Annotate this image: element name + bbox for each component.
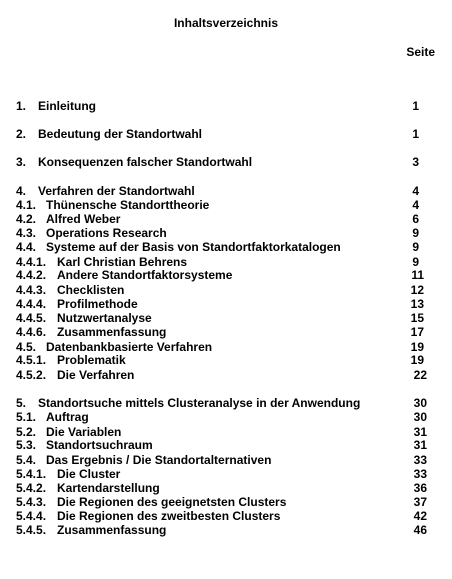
toc-entry-page: 31 xyxy=(413,425,427,439)
toc-entry-number: 4.4.6. xyxy=(16,325,47,339)
toc-entry xyxy=(16,453,452,467)
toc-entry-label: Andere Standortfaktorsysteme xyxy=(57,268,233,282)
toc-entry-label: Die Regionen des zweitbesten Clusters xyxy=(57,509,281,523)
toc-entry-page: 30 xyxy=(413,396,427,410)
toc-entry xyxy=(16,212,452,226)
toc-entry-page: 3 xyxy=(412,155,419,169)
toc-entry-page: 30 xyxy=(413,410,427,424)
toc-entry-number: 5.4. xyxy=(16,453,37,467)
toc-entry-label: Die Regionen des geeignetsten Clusters xyxy=(57,495,287,509)
toc-entry-page: 19 xyxy=(410,340,424,354)
toc-entry-page: 9 xyxy=(412,226,419,240)
toc-entry-number: 3. xyxy=(16,155,27,169)
toc-entry-number: 5. xyxy=(16,396,27,410)
page-title: Inhaltsverzeichnis xyxy=(173,16,279,30)
toc-entry-number: 5.3. xyxy=(16,438,37,452)
toc-entry xyxy=(16,410,452,424)
toc-entry xyxy=(16,198,452,212)
toc-entry-number: 5.4.2. xyxy=(16,481,47,495)
toc-entry-page: 33 xyxy=(413,453,427,467)
toc-entry-label: Profilmethode xyxy=(57,297,138,311)
toc-entry xyxy=(16,523,452,537)
toc-entry-label: Operations Research xyxy=(46,226,167,240)
toc-entry-page: 17 xyxy=(410,325,424,339)
toc-entry-page: 37 xyxy=(413,495,427,509)
toc-entry xyxy=(16,268,452,282)
toc-entry-number: 4.4. xyxy=(16,240,37,254)
toc-entry-number: 4.4.5. xyxy=(16,311,47,325)
page-column-header: Seite xyxy=(406,45,435,59)
toc-entry-number: 4.4.4. xyxy=(16,297,47,311)
toc-entry-label: Nutzwertanalyse xyxy=(57,311,152,325)
toc-entry xyxy=(16,438,452,452)
toc-entry-number: 4. xyxy=(16,184,27,198)
toc-entry-number: 2. xyxy=(16,127,27,141)
toc-entry-number: 4.3. xyxy=(16,226,37,240)
toc-entry xyxy=(16,495,452,509)
toc-entry-label: Problematik xyxy=(57,353,126,367)
toc-entry-label: Datenbankbasierte Verfahren xyxy=(46,340,213,354)
toc-entry-label: Alfred Weber xyxy=(46,212,121,226)
toc-entry-label: Einleitung xyxy=(38,99,96,113)
toc-entry xyxy=(16,184,452,198)
toc-entry-label: Konsequenzen falscher Standortwahl xyxy=(38,155,253,169)
toc-entry-label: Checklisten xyxy=(57,283,125,297)
toc-entry-number: 5.4.1. xyxy=(16,467,47,481)
toc-entry xyxy=(16,283,452,297)
toc-entry-page: 15 xyxy=(410,311,424,325)
toc-entry xyxy=(16,353,452,367)
toc-entry-label: Auftrag xyxy=(46,410,89,424)
toc-entry-number: 4.5. xyxy=(16,340,37,354)
toc-entry-number: 4.5.1. xyxy=(16,353,47,367)
toc-entry-page: 4 xyxy=(412,184,419,198)
toc-entry-page: 46 xyxy=(413,523,427,537)
toc-entry-number: 4.4.3. xyxy=(16,283,47,297)
toc-entry-page: 6 xyxy=(412,212,419,226)
toc-entry-number: 5.4.3. xyxy=(16,495,47,509)
toc-entry-label: Karl Christian Behrens xyxy=(57,255,188,269)
toc-entry-number: 4.5.2. xyxy=(16,368,47,382)
toc-entry xyxy=(16,509,452,523)
toc-entry-page: 13 xyxy=(410,297,424,311)
toc-entry-label: Standortsuche mittels Clusteranalyse in der Anwendung xyxy=(38,396,361,410)
toc-entry xyxy=(16,311,452,325)
toc-entry-page: 33 xyxy=(413,467,427,481)
toc-entry xyxy=(16,127,452,141)
toc-entry xyxy=(16,425,452,439)
toc-entry-page: 4 xyxy=(412,198,419,212)
toc-entry-label: Zusammenfassung xyxy=(57,523,167,537)
toc-entry xyxy=(16,297,452,311)
toc-entry xyxy=(16,396,452,410)
toc-entry-number: 4.1. xyxy=(16,198,37,212)
toc-entry-number: 5.4.4. xyxy=(16,509,47,523)
toc-entry-number: 5.2. xyxy=(16,425,37,439)
toc-entry xyxy=(16,155,452,169)
toc-entry-label: Das Ergebnis / Die Standortalternativen xyxy=(46,453,272,467)
toc-entry-number: 5.1. xyxy=(16,410,37,424)
toc-entry-page: 42 xyxy=(413,509,427,523)
toc-entry-number: 5.4.5. xyxy=(16,523,47,537)
toc-entry-label: Zusammenfassung xyxy=(57,325,167,339)
toc-entry-label: Kartendarstellung xyxy=(57,481,160,495)
toc-entry-page: 11 xyxy=(411,268,424,282)
toc-entry-page: 19 xyxy=(410,353,424,367)
toc-entry-page: 12 xyxy=(410,283,424,297)
toc-entry-page: 9 xyxy=(412,255,419,269)
toc-entry-page: 31 xyxy=(413,438,427,452)
toc-entry-label: Bedeutung der Standortwahl xyxy=(38,127,203,141)
toc-entry-label: Standortsuchraum xyxy=(46,438,153,452)
toc-entry-page: 1 xyxy=(412,99,419,113)
toc-entry-page: 1 xyxy=(412,127,419,141)
toc-entry-label: Die Cluster xyxy=(57,467,121,481)
toc-entry xyxy=(16,226,452,240)
toc-entry xyxy=(16,255,452,269)
toc-entry-number: 4.4.2. xyxy=(16,268,47,282)
toc-entry-number: 1. xyxy=(16,99,27,113)
toc-entry-label: Die Variablen xyxy=(46,425,122,439)
toc-entry xyxy=(16,99,452,113)
toc-entry xyxy=(16,340,452,354)
toc-entry-label: Die Verfahren xyxy=(57,368,135,382)
toc-entry xyxy=(16,240,452,254)
toc-entry-number: 4.2. xyxy=(16,212,37,226)
toc-entry-page: 22 xyxy=(413,368,427,382)
toc-entry-label: Thünensche Standorttheorie xyxy=(46,198,210,212)
toc-entry xyxy=(16,481,452,495)
toc-entry-label: Systeme auf der Basis von Standortfaktorkatalogen xyxy=(46,240,341,254)
toc-entry-page: 9 xyxy=(412,240,419,254)
toc-entry xyxy=(16,325,452,339)
toc-entry-page: 36 xyxy=(413,481,427,495)
toc-entry xyxy=(16,368,452,382)
toc-entry-label: Verfahren der Standortwahl xyxy=(38,184,195,198)
toc-entry-number: 4.4.1. xyxy=(16,255,47,269)
toc-entry xyxy=(16,467,452,481)
